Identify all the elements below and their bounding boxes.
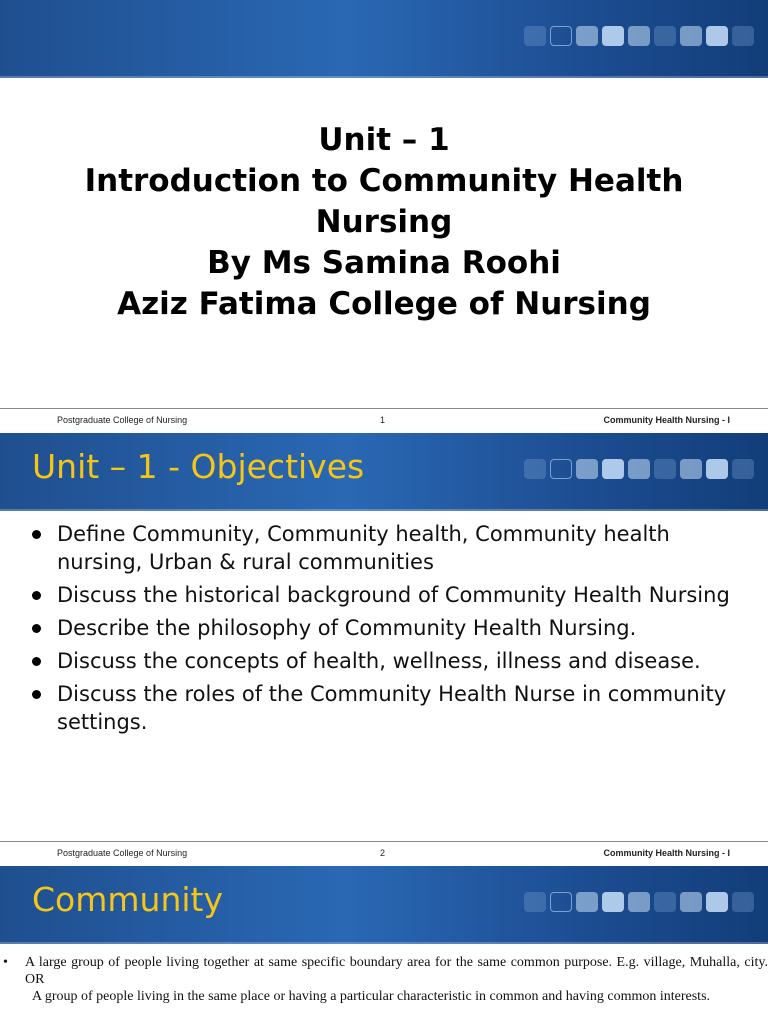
slide1-footer xyxy=(0,408,768,433)
title-line: Nursing xyxy=(315,204,453,240)
slide2-footer xyxy=(0,841,768,866)
footer-college: Postgraduate College of Nursing xyxy=(57,415,188,425)
banner-decoration xyxy=(524,892,754,912)
list-item: Describe the philosophy of Community Health Nursing. xyxy=(30,614,750,642)
objectives-list xyxy=(30,520,750,741)
list-item: Define Community, Community health, Community health nursing, Urban & rural communities xyxy=(30,520,750,576)
footer-page-number: 2 xyxy=(380,848,386,858)
slide1-title xyxy=(0,120,768,325)
bullet-icon xyxy=(32,657,41,666)
footer-course: Community Health Nursing - I xyxy=(603,848,730,858)
list-item: Discuss the historical background of Community Health Nursing xyxy=(30,581,750,609)
bullet-icon xyxy=(32,690,41,699)
title-line: Unit – 1 xyxy=(318,122,450,158)
footer-page-number: 1 xyxy=(380,415,386,425)
slide1-banner xyxy=(0,0,768,78)
footer-college: Postgraduate College of Nursing xyxy=(57,848,188,858)
list-item: Discuss the roles of the Community Health Nurse in community settings. xyxy=(30,680,750,736)
slide2-heading: Unit – 1 - Objectives xyxy=(32,447,365,486)
slide3-heading: Community xyxy=(32,880,223,919)
bullet-icon: • xyxy=(3,955,8,970)
banner-decoration xyxy=(524,26,754,46)
definition-paragraph: A group of people living in the same place or having a particular characteristic in common and having common interests. xyxy=(32,989,711,1004)
community-definition xyxy=(0,954,768,1005)
bullet-icon xyxy=(32,530,41,539)
title-line: Aziz Fatima College of Nursing xyxy=(117,286,651,322)
slide2-banner xyxy=(0,433,768,511)
title-line: By Ms Samina Roohi xyxy=(207,245,561,281)
definition-paragraph: A large group of people living together at same specific boundary area for the same common purpose. E.g. village, Muhalla, city. OR xyxy=(25,955,768,987)
bullet-icon xyxy=(32,591,41,600)
title-line: Introduction to Community Health xyxy=(84,163,684,199)
bullet-icon xyxy=(32,624,41,633)
banner-decoration xyxy=(524,459,754,479)
slide3-banner xyxy=(0,866,768,944)
footer-course: Community Health Nursing - I xyxy=(603,415,730,425)
list-item: Discuss the concepts of health, wellness, illness and disease. xyxy=(30,647,750,675)
